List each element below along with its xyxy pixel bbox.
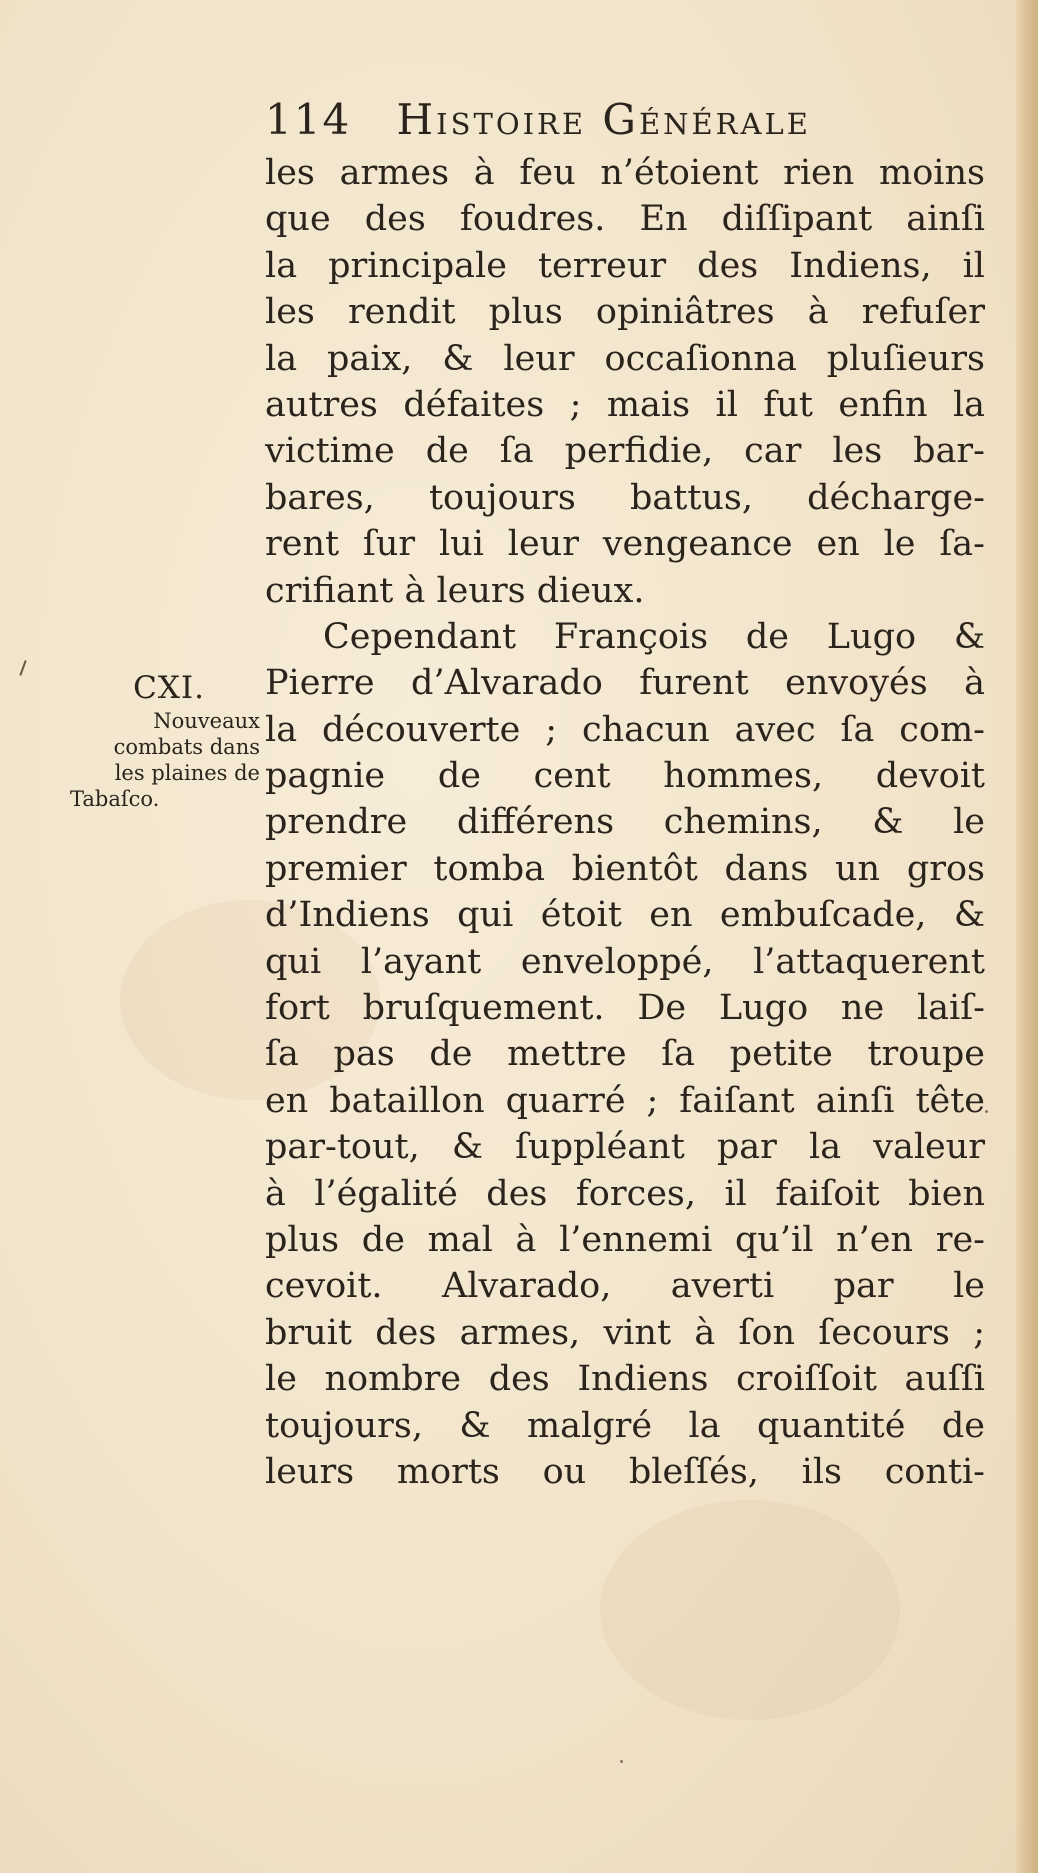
text-line: qui l’ayant enveloppé, l’attaquerent <box>265 941 985 982</box>
text-line: autres défaites ; mais il fut enfin la <box>265 384 985 425</box>
text-line: toujours, & malgré la quantité de <box>265 1405 985 1446</box>
text-line: les armes à feu n’étoient rien moins <box>265 153 985 193</box>
text-line: en bataillon quarré ; faiſant ainſi tête <box>265 1080 985 1121</box>
margin-note-line: Nouveaux <box>153 709 260 733</box>
text-line: bruit des armes, vint à ſon ſecours ; <box>265 1312 985 1353</box>
text-line: d’Indiens qui étoit en embuſcade, & <box>265 895 985 936</box>
text-line: le nombre des Indiens croiſſoit auſſi <box>265 1359 985 1400</box>
page-number: 114 <box>265 95 352 144</box>
text-line: crifiant à leurs dieux. <box>265 570 645 611</box>
text-line: leurs morts ou bleſſés, ils conti- <box>265 1451 985 1492</box>
text-line: à l’égalité des forces, il faiſoit bien <box>265 1173 985 1214</box>
text-line: cevoit. Alvarado, averti par le <box>265 1266 985 1307</box>
section-number: CXI. <box>133 670 205 706</box>
text-line: la principale terreur des Indiens, il <box>265 245 985 286</box>
text-line: la paix, & leur occaſionna pluſieurs <box>265 338 985 379</box>
text-line: les rendit plus opiniâtres à refuſer <box>265 292 985 333</box>
text-line: prendre différens chemins, & le <box>265 802 985 843</box>
running-header <box>265 92 945 148</box>
ink-speck <box>620 1760 623 1763</box>
page-edge <box>1016 0 1038 1873</box>
body-text <box>265 150 985 1495</box>
margin-note <box>70 668 260 812</box>
text-line: que des foudres. En diſſipant ainſi <box>265 199 985 240</box>
text-line: victime de ſa perfidie, car les bar- <box>265 431 985 472</box>
margin-note-line: Tabaſco. <box>70 787 160 811</box>
text-line: pagnie de cent hommes, devoit <box>265 756 985 797</box>
text-line: Pierre d’Alvarado furent envoyés à <box>265 663 985 704</box>
text-line: plus de mal à l’ennemi qu’il n’en re- <box>265 1219 985 1260</box>
margin-note-line: combats dans <box>113 735 260 759</box>
text-line: la découverte ; chacun avec ſa com- <box>265 709 985 750</box>
text-line: premier tomba bientôt dans un gros <box>265 848 985 889</box>
text-line: rent ſur lui leur vengeance en le ſa- <box>265 524 985 565</box>
text-line: par-tout, & ſuppléant par la valeur <box>265 1127 985 1168</box>
paper-stain <box>600 1500 900 1720</box>
text-line: fort bruſquement. De Lugo ne laiſ- <box>265 988 985 1029</box>
text-line: ſa pas de mettre ſa petite troupe <box>265 1034 985 1075</box>
margin-note-line: les plaines de <box>114 761 260 785</box>
text-line: Cependant François de Lugo & <box>323 616 985 657</box>
text-line: bares, toujours battus, décharge- <box>265 477 985 518</box>
running-title: Histoire Générale <box>396 95 811 144</box>
ink-speck <box>985 1110 988 1113</box>
margin-mark <box>19 660 26 676</box>
